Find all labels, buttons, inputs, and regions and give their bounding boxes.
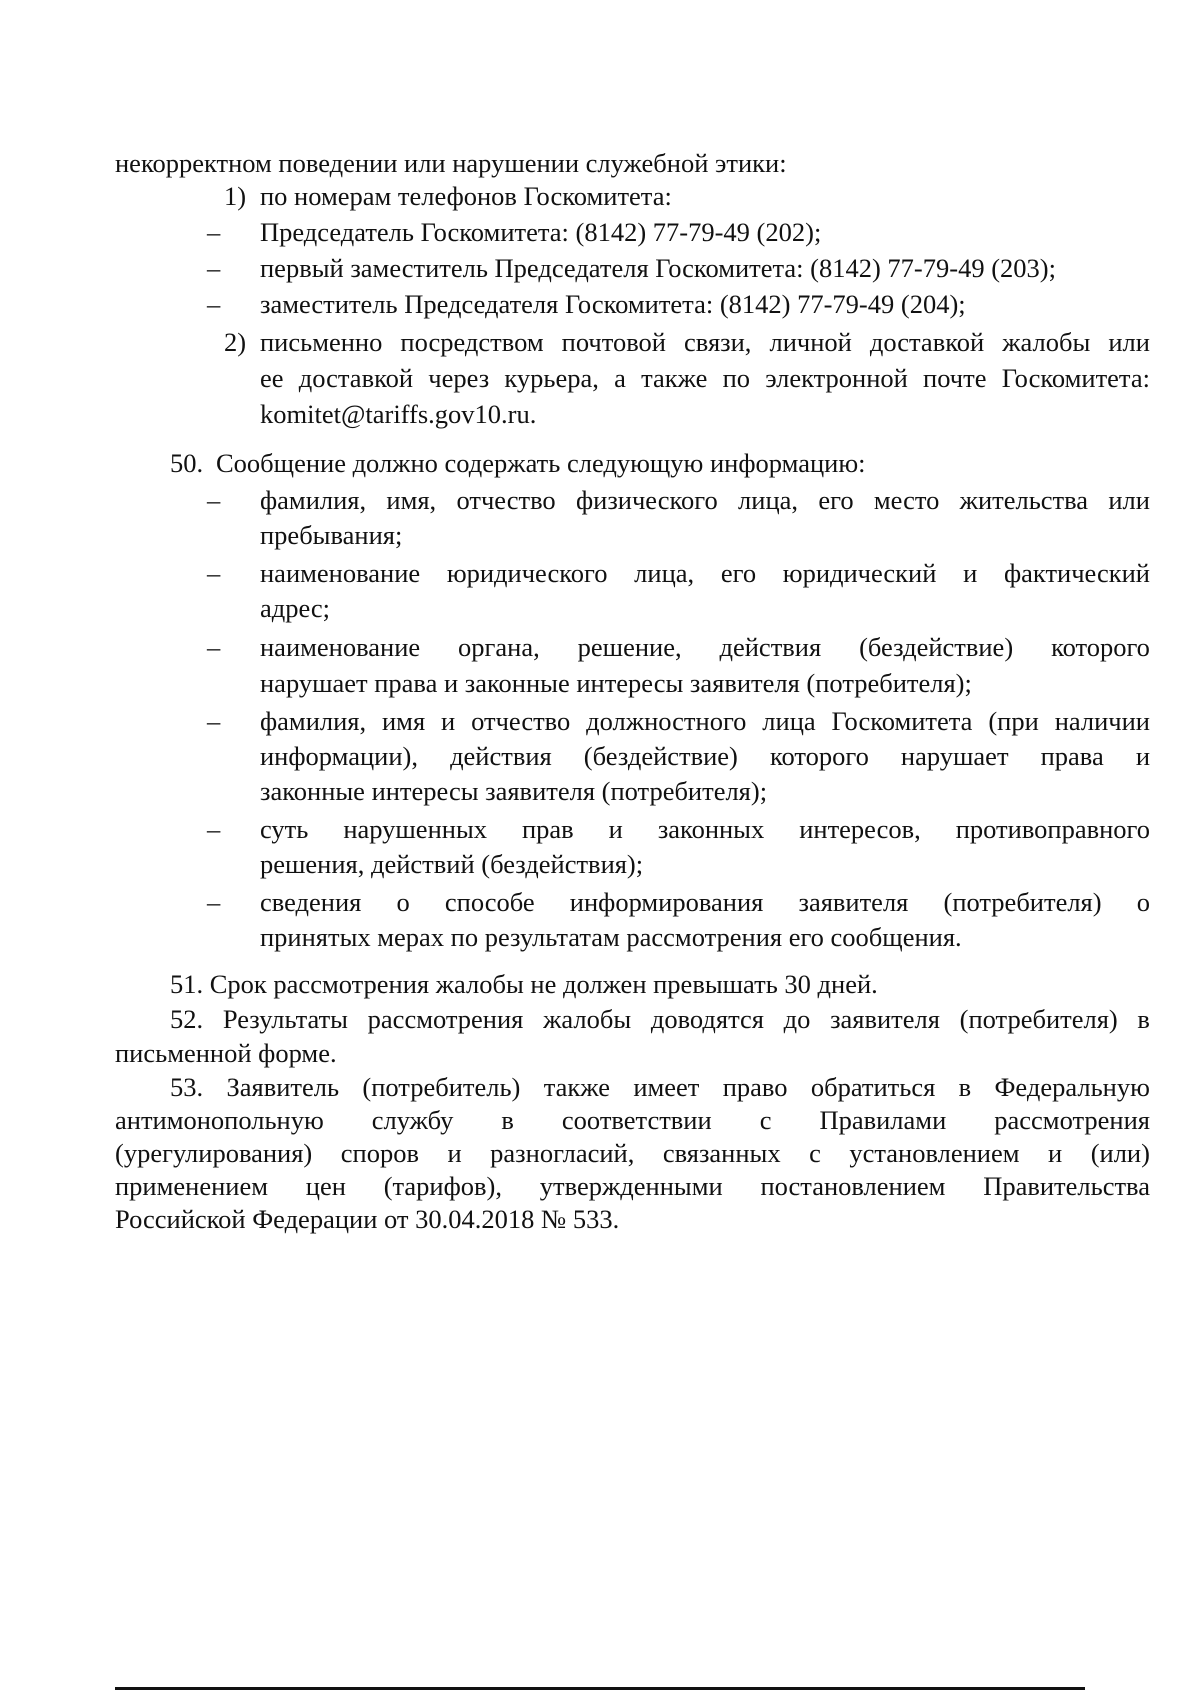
word: действия: [719, 632, 822, 662]
word: антимонопольную: [115, 1105, 324, 1135]
word: рассмотрения: [367, 1004, 524, 1034]
word: фамилия,: [260, 485, 367, 515]
word: Правилами: [819, 1105, 947, 1135]
word: и: [1048, 1138, 1063, 1168]
word: в: [958, 1072, 972, 1102]
word: до: [783, 1004, 811, 1034]
word: также: [543, 1072, 610, 1102]
word: с: [759, 1105, 772, 1135]
word: имя: [382, 706, 426, 736]
word: (или): [1090, 1138, 1150, 1168]
item1-text: по номерам телефонов Госкомитета:: [260, 181, 672, 211]
word: способе: [444, 887, 535, 917]
word: применением: [115, 1171, 268, 1201]
word: соответствии: [561, 1105, 712, 1135]
p50-item4-line3: законные интересы заявителя (потребителя);: [260, 776, 768, 806]
word: Федеральную: [994, 1072, 1150, 1102]
p52-line1: [170, 1003, 1150, 1036]
p50-item1-line1: [260, 484, 1150, 517]
dash-marker: –: [207, 558, 221, 588]
word: имеет: [633, 1072, 700, 1102]
word: рассмотрения: [994, 1105, 1150, 1135]
p50-item5-line2: решения, действий (бездействия);: [260, 849, 644, 879]
word: решение,: [577, 632, 682, 662]
word: заявителя: [830, 1004, 940, 1034]
dash-marker: –: [207, 632, 221, 662]
word: жалобы: [543, 1004, 632, 1034]
word: постановлением: [760, 1171, 946, 1201]
word: и: [963, 558, 978, 588]
word: службу: [371, 1105, 454, 1135]
p51-text: 51. Срок рассмотрения жалобы не должен превышать 30 дней.: [170, 969, 878, 999]
word: лица: [762, 706, 816, 736]
word: его: [720, 558, 757, 588]
word: действия: [450, 741, 552, 771]
word: лица,: [738, 485, 799, 515]
word: должностного: [586, 706, 747, 736]
item2-line-2: [260, 362, 1150, 395]
p52-line2: письменной форме.: [115, 1038, 337, 1068]
word: физического: [575, 485, 718, 515]
word: отчество: [471, 706, 571, 736]
p50-item4-line1: [260, 705, 1150, 738]
word: утвержденными: [539, 1171, 723, 1201]
word: юридический: [782, 558, 937, 588]
dash-marker: –: [207, 289, 221, 319]
word: место: [873, 485, 940, 515]
word: наличии: [1054, 706, 1150, 736]
p50-item2-line1: [260, 557, 1150, 590]
word: и: [447, 1138, 462, 1168]
footer-rule: [115, 1687, 1085, 1690]
word: о: [1136, 887, 1150, 917]
p53-line3: [115, 1137, 1150, 1170]
word: наименование: [260, 632, 421, 662]
word: юридического: [446, 558, 608, 588]
word: курьера,: [504, 363, 599, 393]
word: (потребителя): [943, 887, 1102, 917]
p50-item4-line2: [260, 740, 1150, 773]
word: суть: [260, 814, 309, 844]
word: через: [428, 363, 490, 393]
word: цен: [305, 1171, 346, 1201]
word: или: [1108, 327, 1150, 357]
item2-line-1: [260, 326, 1150, 359]
word: также: [641, 363, 708, 393]
word: Заявитель: [226, 1072, 340, 1102]
word: доставкой: [298, 363, 414, 393]
phone-line-3: заместитель Председателя Госкомитета: (8142) 77-79-49 (204);: [260, 289, 966, 319]
word: (бездействие): [583, 741, 738, 771]
word: а: [614, 363, 626, 393]
word: жительства: [959, 485, 1089, 515]
word: сведения: [260, 887, 362, 917]
word: и: [441, 706, 456, 736]
word: и: [1135, 741, 1150, 771]
word: заявителя: [798, 887, 909, 917]
word: нарушает: [900, 741, 1009, 771]
word: фамилия,: [260, 706, 367, 736]
word: в: [1137, 1004, 1150, 1034]
dash-marker: –: [207, 217, 221, 247]
word: установлением: [849, 1138, 1020, 1168]
word: наименование: [260, 558, 421, 588]
dash-marker: –: [207, 485, 221, 515]
p53-line4: [115, 1170, 1150, 1203]
p50-item2-line2: адрес;: [260, 593, 331, 623]
word: интересов,: [799, 814, 921, 844]
p50-text: Сообщение должно содержать следующую информацию:: [216, 448, 866, 478]
phone-line-2: первый заместитель Председателя Госкомитета: (8142) 77-79-49 (203);: [260, 253, 1056, 283]
word: посредством: [400, 327, 544, 357]
word: почте: [923, 363, 987, 393]
word: о: [396, 887, 410, 917]
word: Госкомитета:: [1001, 363, 1150, 393]
dash-marker: –: [207, 887, 221, 917]
word: ее: [260, 363, 284, 393]
word: отчество: [456, 485, 556, 515]
word: лица,: [634, 558, 695, 588]
word: противоправного: [955, 814, 1150, 844]
dash-marker: –: [207, 706, 221, 736]
p50-item5-line1: [260, 813, 1150, 846]
word: права: [1040, 741, 1104, 771]
word: Результаты: [222, 1004, 348, 1034]
word: Госкомитета: [831, 706, 973, 736]
word: обратиться: [810, 1072, 936, 1102]
word: связанных: [662, 1138, 781, 1168]
word: (при: [988, 706, 1039, 736]
word: в: [501, 1105, 514, 1135]
word: нарушенных: [343, 814, 487, 844]
word: право: [722, 1072, 788, 1102]
word: доводятся: [650, 1004, 764, 1034]
word: законных: [657, 814, 765, 844]
item2-number: 2): [224, 327, 247, 357]
word: разногласий,: [490, 1138, 635, 1168]
intro-line: некорректном поведении или нарушении служебной этики:: [115, 148, 787, 178]
word: или: [1108, 485, 1150, 515]
word: прав: [521, 814, 574, 844]
word: связи,: [684, 327, 752, 357]
word: доставкой: [869, 327, 985, 357]
word: (тарифов),: [383, 1171, 502, 1201]
word: 52.: [170, 1004, 204, 1034]
p53-line1: [170, 1071, 1150, 1104]
p53-line2: [115, 1104, 1150, 1137]
item2-line-3: komitet@tariffs.gov10.ru.: [260, 399, 537, 429]
word: почтовой: [561, 327, 666, 357]
p50-item3-line2: нарушает права и законные интересы заявителя (потребителя);: [260, 668, 972, 698]
phone-line-1: Председатель Госкомитета: (8142) 77-79-49 (202);: [260, 217, 822, 247]
word: (потребитель): [362, 1072, 521, 1102]
p50-item1-line2: пребывания;: [260, 520, 403, 550]
dash-marker: –: [207, 814, 221, 844]
word: письменно: [260, 327, 383, 357]
word: информирования: [569, 887, 764, 917]
word: которого: [1051, 632, 1150, 662]
word: Правительства: [983, 1171, 1150, 1201]
word: личной: [769, 327, 852, 357]
word: 53.: [170, 1072, 204, 1102]
word: электронной: [765, 363, 908, 393]
p50-item6-line1: [260, 886, 1150, 919]
word: органа,: [458, 632, 540, 662]
word: с: [809, 1138, 821, 1168]
p50-item3-line1: [260, 631, 1150, 664]
word: жалобы: [1002, 327, 1091, 357]
word: фактический: [1003, 558, 1150, 588]
word: (потребителя): [959, 1004, 1118, 1034]
word: споров: [340, 1138, 419, 1168]
word: по: [722, 363, 750, 393]
p50-item6-line2: принятых мерах по результатам рассмотрения его сообщения.: [260, 922, 962, 952]
item1-number: 1): [224, 181, 247, 211]
p50-number: 50.: [170, 448, 204, 478]
word: и: [608, 814, 623, 844]
dash-marker: –: [207, 253, 221, 283]
word: (бездействие): [859, 632, 1014, 662]
word: имя,: [386, 485, 437, 515]
word: его: [818, 485, 854, 515]
word: которого: [769, 741, 869, 771]
word: (урегулирования): [115, 1138, 313, 1168]
p53-line5: Российской Федерации от 30.04.2018 № 533.: [115, 1204, 620, 1234]
word: информации),: [260, 741, 418, 771]
